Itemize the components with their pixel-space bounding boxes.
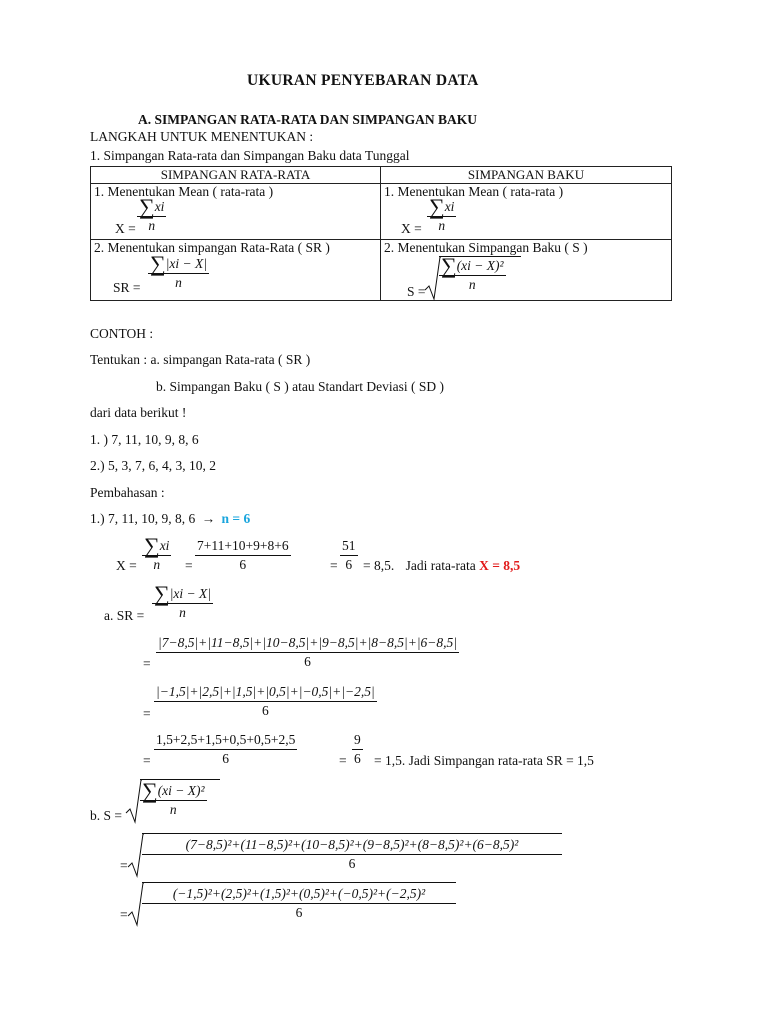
mean-sum-formula: $\frac{\sum xi}{n}$ [144,533,170,572]
arrow-icon: → [201,511,216,526]
row-label: 2. Menentukan Simpangan Baku ( S ) [384,240,588,255]
data-intro: dari data berikut ! [90,405,187,420]
sr-formula-general: $\frac{\sum|xi - X|}{n}$ [154,581,211,620]
pembahasan-label: Pembahasan : [90,485,165,500]
sr-step-2: $\frac{|-1,5|+|2,5|+|1,5|+|0,5|+|-0,5|+|-2,5|}{6}$ [156,684,375,718]
page-title: UKURAN PENYEBARAN DATA [247,72,479,89]
s-formula-general: $\frac{\text{∑(xi − X)²}}{n}$ [142,778,205,817]
section-heading: A. SIMPANGAN RATA-RATA DAN SIMPANGAN BAKU [138,112,477,127]
sr-formula: $\frac{\sum|xi - X|}{n}$ [150,251,207,290]
table-header-sr: SIMPANGAN RATA-RATA [91,167,381,184]
mean-formula: $\frac{\sum xi}{n}$ [429,194,455,233]
steps-heading: LANGKAH UNTUK MENENTUKAN : [90,129,314,144]
solution-1-header: 1.) 7, 11, 10, 9, 8, 6 → n = 6 [90,511,251,526]
sr-lhs: SR = [113,280,141,295]
sr-label: a. SR = [104,608,145,623]
mean-lhs: X = [115,221,136,236]
mean-result: = 8,5. Jadi rata-rata X = 8,5 [363,558,521,573]
mean-lhs: X = [401,221,422,236]
formula-table [90,166,672,301]
cell-sr-formula [91,240,380,300]
contoh-label: CONTOH : [90,326,154,341]
s-formula: $\frac{\text{∑(xi − X)²}}{n}$ [441,253,504,292]
sr-step-1: $\frac{|7-8,5|+|11-8,5|+|10-8,5|+|9-8,5|+|8-8,5|+|6-8,5|}{6}$ [158,635,457,669]
row-label: 1. Menentukan Mean ( rata-rata ) [384,184,564,199]
mean-formula: $\frac{\sum xi}{n}$ [139,194,165,233]
s-step-2: $\frac{\text{(−1,5)²+(2,5)²+(1,5)²+(0,5)²+(−0,5)²+(−2,5)²}}{6}$ [142,885,456,922]
cell-s-formula [381,240,671,300]
s-step-1: $\frac{\text{(7−8,5)²+(11−8,5)²+(10−8,5)²+(9−8,5)²+(8−8,5)²+(6−8,5)²}}{6}$ [142,836,562,873]
sr-result: = 1,5. Jadi Simpangan rata-rata SR = 1,5 [374,753,594,768]
mean-sum-values: $\frac{7+11+10+9+8+6}{6}$ [197,538,289,572]
cell-mean-sb [381,184,671,239]
row-label: 2. Menentukan simpangan Rata-Rata ( SR ) [94,240,330,255]
s-lhs: S = [407,284,426,299]
row-label: 1. Menentukan Mean ( rata-rata ) [94,184,274,199]
mean-lhs: X = [116,558,137,573]
task-a: Tentukan : a. simpangan Rata-rata ( SR ) [90,352,311,367]
sigma-symbol: ∑ [139,194,155,219]
s-label: b. S = [90,808,122,823]
n-value: n = 6 [221,511,251,526]
data-set-2: 2.) 5, 3, 7, 6, 4, 3, 10, 2 [90,458,216,473]
sr-step-3: $\frac{1,5+2,5+1,5+0,5+0,5+2,5}{6}$ [156,732,296,766]
item-one: 1. Simpangan Rata-rata dan Simpangan Baku data Tunggal [90,148,410,163]
cell-mean-sr [91,184,380,239]
sr-result-fraction: $\frac{9}{6}$ [354,732,361,766]
task-b: b. Simpangan Baku ( S ) atau Standart Deviasi ( SD ) [156,379,444,394]
mean-result-fraction: $\frac{51}{6}$ [342,538,356,572]
data-set-1: 1. ) 7, 11, 10, 9, 8, 6 [90,432,199,447]
mean-value: X = 8,5 [479,558,521,573]
table-header-sb: SIMPANGAN BAKU [381,167,672,184]
